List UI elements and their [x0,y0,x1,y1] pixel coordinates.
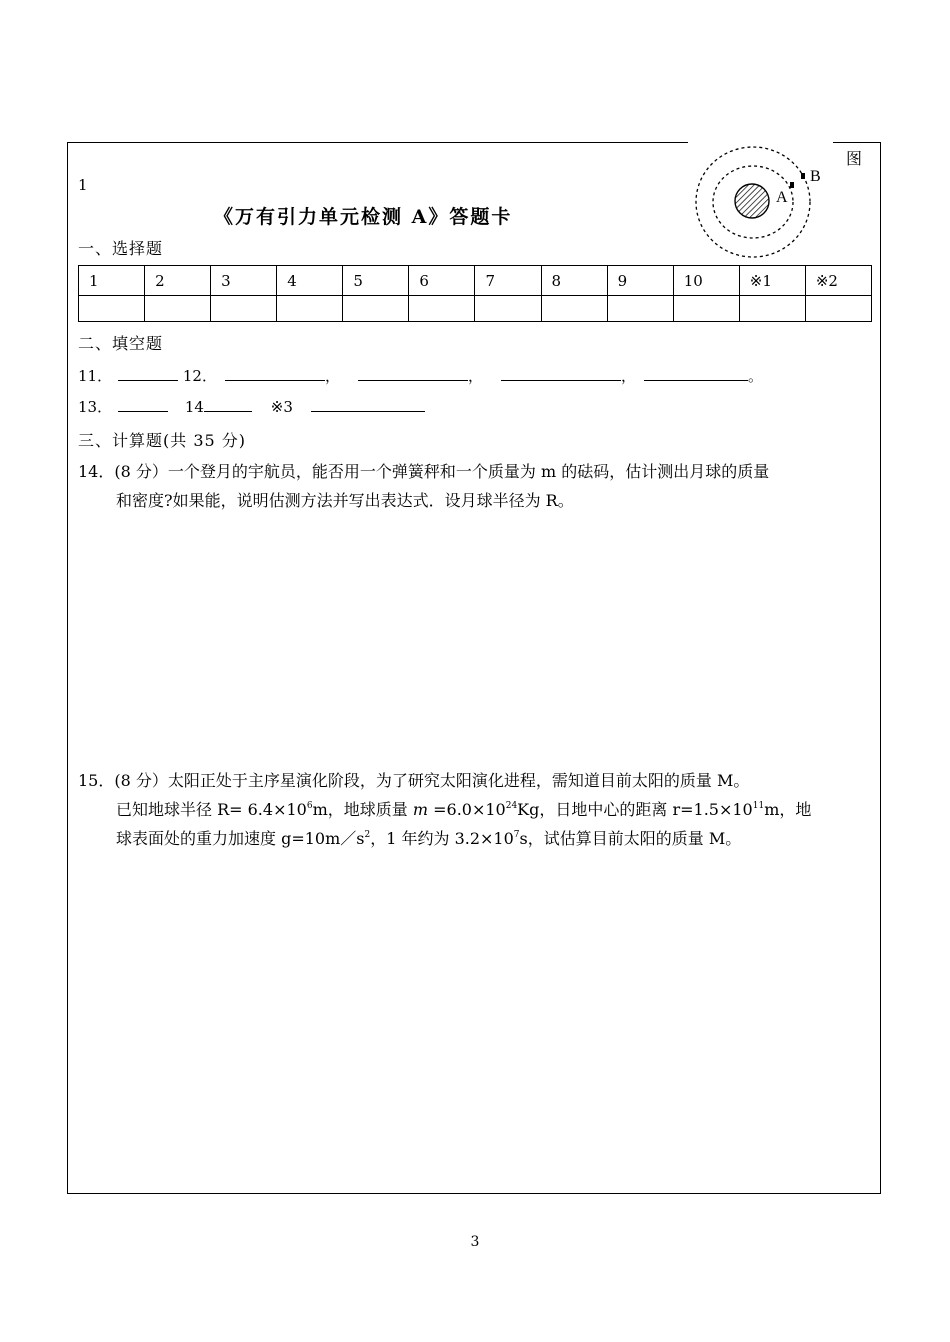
answer-cell[interactable] [211,296,277,322]
q15-text: 球表面处的重力加速度 g=10m／s [116,829,365,848]
answer-cell[interactable] [277,296,343,322]
label-a: A [776,189,788,206]
q15-variable-m: m [412,800,429,819]
col-header: 2 [145,266,211,296]
q12-blank-3[interactable] [501,364,621,381]
q15-text: ，1 年约为 3.2×10 [370,829,514,848]
line-end: 。 [748,367,764,385]
q15-exponent: 6 [306,801,313,811]
col-header: ※2 [805,266,871,296]
section-fill-heading: 二、填空题 [78,334,164,353]
answer-cell[interactable] [607,296,673,322]
q12-blank-4[interactable] [644,364,748,381]
figure-number: 1 [78,176,88,194]
q15-exponent: 11 [752,801,765,811]
bonus-3-label: ※3 [270,398,293,416]
col-header: 1 [79,266,145,296]
q14-label: 14 [184,398,204,416]
question-14-line1: 14．(8 分）一个登月的宇航员，能否用一个弹簧秤和一个质量为 m 的砝码，估计测出月球的质量 [78,462,770,481]
col-header: 10 [673,266,739,296]
page-number: 3 [470,1234,480,1250]
question-15 [78,766,878,853]
col-header: 8 [541,266,607,296]
col-header: 3 [211,266,277,296]
answer-cell[interactable] [79,296,145,322]
answer-cell[interactable] [145,296,211,322]
q12-label: 12． [182,367,217,385]
col-header: ※1 [739,266,805,296]
answer-cell[interactable] [409,296,475,322]
answer-cell[interactable] [343,296,409,322]
choice-answer-table [78,265,872,322]
q15-text: m，地 [764,800,812,819]
separator: ， [324,367,340,385]
section-choice-heading: 一、选择题 [78,239,164,258]
question-14-line2: 和密度?如果能，说明估测方法并写出表达式．设月球半径为 R。 [116,491,574,510]
question-14 [78,457,878,515]
question-15-line2 [78,795,878,824]
q15-exponent: 7 [513,830,520,840]
col-header: 7 [475,266,541,296]
q15-text: 已知地球半径 R= 6.4×10 [116,800,307,819]
figure-label: 图 [846,149,863,168]
label-b: B [810,168,821,185]
page-title: 《万有引力单元检测 A》答题卡 [214,206,513,228]
question-15-line1: 15．(8 分）太阳正处于主序星演化阶段，为了研究太阳演化进程，需知道目前太阳的质量 M。 [78,771,750,790]
q12-blank-2[interactable] [358,364,468,381]
question-15-line3 [78,824,878,853]
bonus-3-blank[interactable] [311,395,425,412]
q15-exponent: 24 [505,801,518,811]
q15-text: m，地球质量 [312,800,413,819]
col-header: 6 [409,266,475,296]
q11-blank[interactable] [118,364,178,381]
q15-text: =6.0×10 [428,800,506,819]
answer-cell[interactable] [739,296,805,322]
answer-cell[interactable] [541,296,607,322]
orbit-diagram [688,143,833,261]
q15-text: Kg，日地中心的距离 r=1.5×10 [517,800,753,819]
col-header: 4 [277,266,343,296]
fill-line-1 [78,364,763,386]
answer-cell[interactable] [673,296,739,322]
q15-text: s，试估算目前太阳的质量 M。 [519,829,742,848]
q11-label: 11． [78,367,113,385]
central-planet [735,184,769,218]
fill-line-2 [78,395,425,417]
satellite-b [801,173,805,179]
section-calc-heading: 三、计算题(共 35 分) [78,431,247,450]
q14-blank[interactable] [204,395,252,412]
orbit-figure [688,143,833,261]
q15-exponent: 2 [364,830,371,840]
satellite-a [790,182,794,188]
col-header: 9 [607,266,673,296]
col-header: 5 [343,266,409,296]
q13-blank[interactable] [118,395,168,412]
q13-label: 13． [78,398,113,416]
answer-cell[interactable] [805,296,871,322]
answer-cell[interactable] [475,296,541,322]
separator: ， [467,367,483,385]
choice-header-row [79,266,872,296]
separator: ， [621,367,637,385]
q12-blank-1[interactable] [225,364,325,381]
choice-answer-row [79,296,872,322]
